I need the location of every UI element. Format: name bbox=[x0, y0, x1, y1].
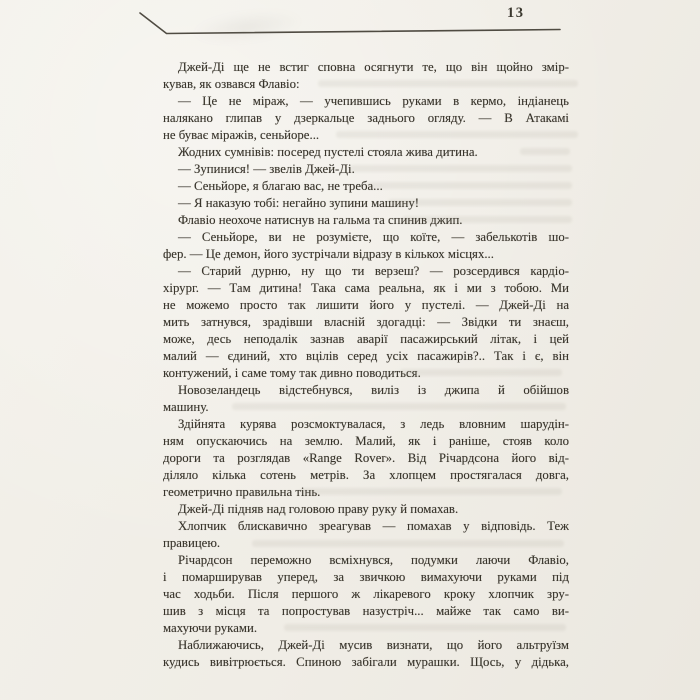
text-line: фер. — Це демон, його зустрічали відразу в кількох місцях... bbox=[163, 247, 494, 261]
text-line: діляло кілька сотень метрів. За хлопцем простягалася довга, bbox=[163, 468, 569, 482]
text-line: ням опускаючись на землю. Малий, як і раніше, стояв коло bbox=[163, 434, 569, 448]
text-line: машину. bbox=[163, 400, 209, 414]
text-line: Хлопчик блискавично зреагував — помахав у відповідь. Теж bbox=[178, 519, 569, 533]
page-number: 13 bbox=[507, 5, 525, 21]
text-line: час ходьби. Після першого ж лікаревого кроку хлопчик зру- bbox=[163, 587, 569, 601]
text-line: — Я наказую тобі: негайно зупини машину! bbox=[178, 196, 419, 210]
text-line: — Сеньйоре, ви не розумієте, що коїте, — забелькотів шо- bbox=[178, 230, 569, 244]
text-line: може, десь неподалік зазнав аварії пасажирський літак, і цей bbox=[163, 332, 569, 346]
text-line: не буває міражів, сеньйоре... bbox=[163, 128, 320, 142]
text-line: Річардсон переможно всміхнувся, подумки лаючи Флавіо, bbox=[178, 553, 569, 567]
text-line: контужений, і саме тому так дивно поводиться. bbox=[163, 366, 421, 380]
text-line: Джей-Ді ще не встиг сповна осягнути те, що він щойно змір- bbox=[178, 60, 569, 74]
text-line: мить затнувся, зрадівши власній здогадці: — Звідки ти знаєш, bbox=[163, 315, 569, 329]
text-line: геометрично правильна тінь. bbox=[163, 485, 321, 499]
text-line: махуючи руками. bbox=[163, 621, 258, 635]
text-line: Флавіо неохоче натиснув на гальма та спинив джип. bbox=[178, 213, 463, 227]
text-line: Жодних сумнівів: посеред пустелі стояла жива дитина. bbox=[178, 145, 478, 159]
text-line: Наближаючись, Джей-Ді мусив визнати, що його альтруїзм bbox=[178, 638, 569, 652]
text-line: Здійнята курява розсмоктувалася, з ледь вловним шарудін- bbox=[178, 417, 569, 431]
text-line: дороги та розглядав «Range Rover». Від Річардсона його від- bbox=[163, 451, 569, 465]
text-line: кував, як озвався Флавіо: bbox=[163, 77, 300, 91]
text-line: хірург. — Там дитина! Така сама реальна, як і ми з тобою. Ми bbox=[163, 281, 569, 295]
text-line: — Старий дурню, ну що ти верзеш? — розсердився кардіо- bbox=[178, 264, 569, 278]
text-line: налякано глипав у дзеркальце заднього огляду. — В Атакамі bbox=[163, 111, 569, 125]
text-line: — Зупинися! — звелів Джей-Ді. bbox=[178, 162, 355, 176]
header-rule bbox=[0, 0, 700, 44]
text-line: — Сеньйоре, я благаю вас, не треба... bbox=[178, 179, 383, 193]
text-line: — Це не міраж, — учепившись руками в кермо, індіанець bbox=[178, 94, 569, 108]
text-line: кудись вивітрюється. Спиною забігали мурашки. Щось, у дідька, bbox=[163, 655, 569, 669]
text-line: і помарширував уперед, за звичкою вимахуючи руками під bbox=[163, 570, 569, 584]
text-line: Джей-Ді підняв над головою праву руку й помахав. bbox=[178, 502, 459, 516]
text-line: шив з місця та попростував назустріч... майже так само ви- bbox=[163, 604, 569, 618]
text-line: не можемо просто так лишити його у пустелі. — Джей-Ді на bbox=[163, 298, 569, 312]
text-block bbox=[163, 59, 569, 671]
text-line: Новозеландець відстебнувся, виліз із джипа й обійшов bbox=[178, 383, 569, 397]
text-line: правицею. bbox=[163, 536, 221, 550]
text-line: малий — єдиний, хто вцілів серед усіх пасажирів?.. Так і є, він bbox=[163, 349, 569, 363]
